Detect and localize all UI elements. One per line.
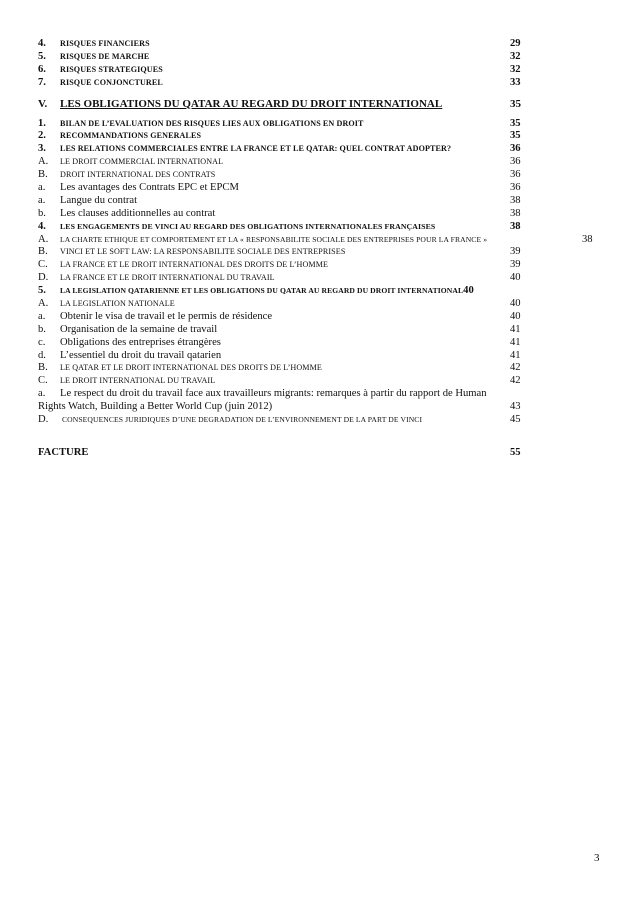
toc-entry-title: LA CHARTE ETHIQUE ET COMPORTEMENT ET LA « RESPONSABILITE SOCIALE DES ENTREPRISES POUR LA FRANCE » — [60, 234, 488, 244]
toc-entry[interactable] — [38, 64, 598, 77]
toc-entry[interactable] — [38, 298, 598, 311]
toc-entry-number: a. — [38, 194, 46, 206]
toc-entry-page: 32 — [510, 50, 521, 62]
toc-entry-title: RISQUES DE MARCHE — [60, 51, 150, 61]
toc-entry-page: 45 — [510, 414, 521, 426]
toc-entry[interactable] — [38, 285, 598, 298]
toc-entry-page: 41 — [510, 323, 521, 335]
toc-entry-title: CONSEQUENCES JURIDIQUES D’UNE DEGRADATION DE L’ENVIRONNEMENT DE LA PART DE VINCI — [62, 415, 423, 425]
toc-entry[interactable] — [38, 156, 598, 169]
toc-entry-number: 5. — [38, 285, 46, 297]
toc-entry[interactable] — [38, 362, 598, 375]
toc-entry-number: A. — [38, 233, 49, 245]
toc-entry-page: 39 — [510, 246, 521, 258]
toc-entry-number: A. — [38, 156, 49, 168]
toc-entry-number: 4. — [38, 38, 46, 49]
toc-entry-number: b. — [38, 207, 46, 219]
toc-section-heading[interactable] — [38, 96, 598, 112]
toc-entry-number: 4. — [38, 220, 46, 232]
toc-entry-number: 2. — [38, 130, 46, 142]
toc-entry[interactable] — [38, 246, 598, 259]
toc-entry-number: a. — [38, 310, 46, 322]
toc-entry-page: 42 — [510, 375, 521, 387]
toc-entry[interactable] — [38, 143, 598, 156]
toc-entry-page: 38 — [582, 233, 593, 245]
toc-entry-continuation — [38, 401, 598, 414]
toc-entry-number: C. — [38, 259, 48, 271]
toc-entry-number: a. — [38, 182, 46, 194]
toc-entry[interactable] — [38, 388, 598, 401]
toc-entry[interactable] — [38, 51, 598, 64]
toc-entry-title: Organisation de la semaine de travail — [60, 323, 218, 335]
toc-entry-title: LE QATAR ET LE DROIT INTERNATIONAL DES DROITS DE L’HOMME — [60, 363, 322, 373]
toc-entry[interactable] — [38, 375, 598, 388]
toc-entry-page: 35 — [510, 130, 521, 142]
toc-entry-page: 38 — [510, 220, 521, 232]
toc-entry-number: d. — [38, 349, 46, 361]
toc-entry[interactable] — [38, 311, 598, 324]
toc-entry-page: 40 — [463, 285, 474, 297]
toc-entry-title: LE DROIT COMMERCIAL INTERNATIONAL — [60, 157, 224, 167]
toc-entry[interactable] — [38, 272, 598, 285]
toc-entry-number: B. — [38, 169, 48, 181]
toc-entry-facture[interactable] — [38, 447, 598, 460]
toc-entry-number: A. — [38, 298, 49, 310]
toc-entry[interactable] — [38, 337, 598, 350]
toc-entry-page: 36 — [510, 156, 521, 168]
toc-entry-title: RISQUES FINANCIERS — [60, 39, 150, 48]
toc-entry-page: 43 — [510, 401, 521, 413]
toc-entry-number: B. — [38, 246, 48, 258]
toc-entry-number: 1. — [38, 117, 46, 129]
toc-entry-title: Les avantages des Contrats EPC et EPCM — [60, 182, 239, 194]
toc-entry[interactable] — [38, 234, 598, 247]
toc-entry-title-line2: Rights Watch, Building a Better World Cup (juin 2012) — [38, 401, 273, 413]
toc-entry-title: VINCI ET LE SOFT LAW: LA RESPONSABILITE SOCIALE DES ENTREPRISES — [60, 247, 346, 257]
toc-entry-page: 40 — [510, 298, 521, 310]
toc-entry-title: LA LEGISLATION QATARIENNE ET LES OBLIGATIONS DU QATAR AU REGARD DU DROIT INTERNATIONAL40 — [60, 285, 474, 297]
toc-entry-page: 38 — [510, 207, 521, 219]
toc-entry-title: RECOMMANDATIONS GENERALES — [60, 131, 202, 141]
toc-entry-number: b. — [38, 323, 46, 335]
toc-entry[interactable] — [38, 77, 598, 90]
toc-entry-title: Obligations des entreprises étrangères — [60, 336, 221, 348]
toc-entry[interactable] — [38, 130, 598, 143]
toc-entry-title: BILAN DE L’EVALUATION DES RISQUES LIES AUX OBLIGATIONS EN DROIT — [60, 118, 364, 128]
toc-entry-page: 36 — [510, 169, 521, 181]
toc-entry-title: DROIT INTERNATIONAL DES CONTRATS — [60, 170, 216, 180]
toc-entry-title: RISQUE CONJONCTUREL — [60, 77, 163, 87]
toc-entry-page: 55 — [510, 446, 521, 458]
toc-entry[interactable] — [38, 414, 598, 427]
toc-entry-page: 38 — [510, 194, 521, 206]
toc-entry[interactable] — [38, 169, 598, 182]
toc-entry-number: C. — [38, 375, 48, 387]
toc-entry-title: FACTURE — [38, 446, 89, 458]
toc-entry[interactable] — [38, 118, 598, 131]
toc-entry-page: 41 — [510, 349, 521, 361]
toc-entry[interactable] — [38, 324, 598, 337]
toc-entry-title: LA LEGISLATION NATIONALE — [60, 299, 175, 309]
toc-entry[interactable] — [38, 182, 598, 195]
toc-entry-title: LE DROIT INTERNATIONAL DU TRAVAIL — [60, 376, 216, 386]
toc-entry-title: LA FRANCE ET LE DROIT INTERNATIONAL DU TRAVAIL — [60, 273, 275, 283]
toc-entry-page: 40 — [510, 310, 521, 322]
toc-entry-title: Obtenir le visa de travail et le permis de résidence — [60, 310, 273, 322]
toc-entry-title-line1: Le respect du droit du travail face aux travailleurs migrants: remarques à partir du rapport de Human — [60, 388, 487, 400]
toc-entry-page: 40 — [510, 272, 521, 284]
table-of-contents — [38, 38, 598, 460]
toc-entry-number: V. — [38, 97, 48, 110]
toc-entry-title: LES OBLIGATIONS DU QATAR AU REGARD DU DROIT INTERNATIONAL — [60, 97, 443, 110]
toc-entry-page: 29 — [510, 38, 521, 49]
toc-entry-title: L’essentiel du droit du travail qatarien — [60, 349, 222, 361]
toc-entry-number: 3. — [38, 143, 46, 155]
toc-entry-number: 6. — [38, 63, 46, 75]
toc-entry-number: B. — [38, 362, 48, 374]
toc-entry-number: D. — [38, 414, 49, 426]
page-number: 3 — [594, 852, 600, 864]
toc-entry-number: D. — [38, 272, 49, 284]
toc-entry-page: 35 — [510, 117, 521, 129]
toc-entry-title: Langue du contrat — [60, 194, 138, 206]
toc-entry-page: 36 — [510, 182, 521, 194]
toc-entry-page: 42 — [510, 362, 521, 374]
toc-entry-number: 5. — [38, 50, 46, 62]
toc-entry-title: Les clauses additionnelles au contrat — [60, 207, 216, 219]
toc-entry-number: a. — [38, 388, 46, 400]
toc-entry-title: LES ENGAGEMENTS DE VINCI AU REGARD DES OBLIGATIONS INTERNATIONALES FRANÇAISES — [60, 221, 436, 231]
toc-entry-title: RISQUES STRATEGIQUES — [60, 64, 163, 74]
toc-entry-number: c. — [38, 336, 46, 348]
toc-entry-title: LA FRANCE ET LE DROIT INTERNATIONAL DES DROITS DE L’HOMME — [60, 260, 329, 270]
toc-entry[interactable] — [38, 221, 598, 234]
toc-entry-page: 32 — [510, 63, 521, 75]
toc-entry-page: 39 — [510, 259, 521, 271]
toc-entry[interactable] — [38, 195, 598, 208]
toc-entry[interactable] — [38, 350, 598, 363]
toc-entry[interactable] — [38, 208, 598, 221]
toc-entry-title: LES RELATIONS COMMERCIALES ENTRE LA FRANCE ET LE QATAR: QUEL CONTRAT ADOPTER? — [60, 144, 452, 154]
toc-entry-page: 33 — [510, 76, 521, 88]
toc-entry-page: 36 — [510, 143, 521, 155]
toc-entry[interactable] — [38, 259, 598, 272]
toc-entry[interactable] — [38, 38, 598, 51]
toc-entry-number: 7. — [38, 76, 46, 88]
toc-entry-page: 41 — [510, 336, 521, 348]
toc-entry-page: 35 — [510, 97, 521, 110]
